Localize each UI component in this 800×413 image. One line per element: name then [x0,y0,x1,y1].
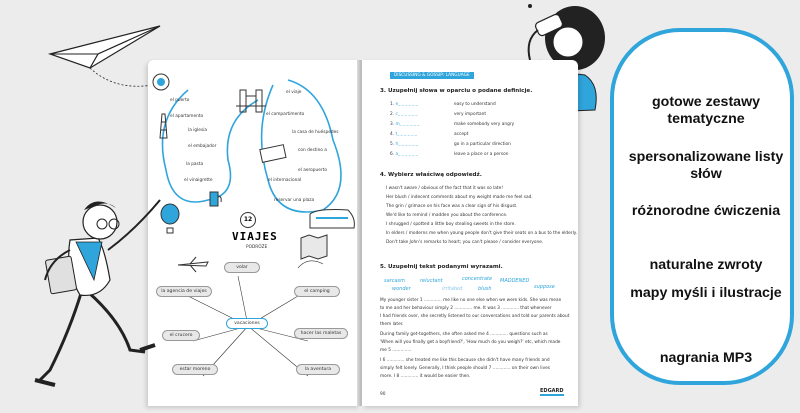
vocab-item: el apartamento [170,114,204,119]
gas-pump-icon [208,188,222,208]
feature-item: naturalne zwroty [649,257,763,273]
vocab-item: con destino a [298,148,327,153]
ex5-line: I had friends over, she secretly listened to our conversations and told our parents about [380,314,570,319]
vocab-item: la iglesia [188,128,208,133]
page-number: 90 [380,392,386,397]
mind-map-node: estar moreno [172,364,218,375]
ex5-line: to me and her behaviour simply 2 ............. me. It was 3 ............. that whenever [380,306,552,311]
exercise-3-title: 3. Uzupełnij słowa w oparciu o podane definicje. [380,88,533,94]
ex3-blank: 6. a_ _ _ _ _ _ [390,152,418,157]
ex3-blank: 3. m_ _ _ _ _ _ [390,122,420,127]
ex5-line: me 5 .............. [380,348,412,353]
ex4-line: Don't take John's remarks to heart; you can't please / consider everyone. [386,240,544,245]
header-tag: DISCUSSING & GOSSIP: LANGUAGE [390,72,474,79]
vocab-item: el compartimento [266,112,305,117]
unit-title: VIAJES [232,230,278,243]
running-boy-illustration [10,180,160,410]
lighthouse-icon [156,110,170,140]
vocab-item: el embajador [188,144,217,149]
ex3-def: easy to understand [454,102,496,107]
ex3-blank: 4. t_ _ _ _ _ _ [390,132,417,137]
vocab-item: la pasta [186,162,204,167]
ex4-line: I wasn't aware / obvious of the fact that it was so late! [386,186,503,191]
feature-item: różnorodne ćwiczenia [631,203,781,219]
mind-map-center: vacaciones [226,318,268,329]
unit-badge: 12 [240,212,256,228]
ex5-line: more. I 8 ............. it would be easier then. [380,374,471,379]
ex5-line: My younger sister 1 ............. me like no one else when we were kids. She was mean [380,298,562,303]
wordbank-item: blush [478,286,492,292]
ticket-icon [260,146,286,162]
vocab-item: reservar una plaza [274,198,315,203]
unit-subtitle: PODRÓŻE [246,245,268,250]
workbook-spread [148,60,578,406]
ex4-line: In elders / moderns me when young people don't give their seats on a bus to the elderly. [386,231,578,236]
brand-tag: EDGARD [540,388,564,394]
vocab-item: el vinaigrette [184,178,213,183]
ex5-line: During family get-togethers, she often asked me 4 ............. questions such as [380,332,548,337]
ex5-line: them later. [380,322,404,327]
vocab-item: el viaje [286,90,302,95]
mind-map-node: la aventura [296,364,340,375]
wordbank-item: wonder [392,286,411,292]
left-page [148,60,360,406]
ex3-blank: 2. c_ _ _ _ _ _ [390,112,418,117]
ex4-line: Her blush / indecent comments about my weight made me feel sad. [386,195,533,200]
airplane-icon [176,256,210,274]
ex4-line: The grin / grimace on his face was a clear sign of his disgust. [386,204,518,209]
wordbank-item: sarcasm [384,278,406,284]
ex3-def: go in a particular direction [454,142,511,147]
ex5-line: simply felt lonely. Generally, I think people should 7 ............. on their own lives [380,366,551,371]
wordbank-item: suppose [534,284,555,290]
mind-map-node: volar [224,262,260,273]
wordbank-item: MADDENED [500,278,530,284]
ex4-line: We'd like to remind / madden you about the conference. [386,213,508,218]
ex3-blank: 5. h_ _ _ _ _ _ [390,142,418,147]
feature-item: gotowe zestawy tematyczne [651,94,760,127]
vocab-item: el puerto [170,98,190,103]
feature-item: mapy myśli i ilustracje [630,285,782,301]
features-panel [610,28,794,385]
ex5-line: I 6 ............. she treated me like this because she didn't have many friends and [380,358,550,363]
exercise-5-title: 5. Uzupełnij tekst podanymi wyrazami. [380,264,503,270]
right-page [362,60,578,406]
mind-map-node: el crucero [162,330,200,341]
vocab-item: la casa de huéspedes [292,130,339,135]
wordbank-item: concentrate [462,276,493,282]
tower-bridge-icon [236,88,266,114]
mind-map-node: hacer las maletas [294,328,348,339]
ex5-line: 'When will you finally get a boyfriend?', 'How much do you weigh?' etc, which made [380,340,561,345]
mind-map-node: la agencia de viajes [156,286,212,297]
ex3-def: accept [454,132,469,137]
wordbank-item: reluctant [420,278,443,284]
ex3-blank: 1. e_ _ _ _ _ _ [390,102,418,107]
mind-map-node: el camping [294,286,340,297]
ex4-line: I shrugged / spotted a little boy stealing sweets in the store. [386,222,516,227]
vocab-item: el aeropuerto [298,168,327,173]
hot-air-balloon-icon [160,204,180,234]
vocab-item: el internacional [268,178,302,183]
map-icon [300,234,328,260]
train-icon [308,206,356,232]
ex3-def: leave a place or a person [454,152,509,157]
ex3-def: very important [454,112,487,117]
feature-item: spersonalizowane listy słów [628,149,784,182]
ex3-def: make somebody very angry [454,122,515,127]
feature-item: nagrania MP3 [659,350,753,366]
exercise-4-title: 4. Wybierz właściwą odpowiedź. [380,172,482,178]
wordbank-item: irritated [442,286,463,292]
